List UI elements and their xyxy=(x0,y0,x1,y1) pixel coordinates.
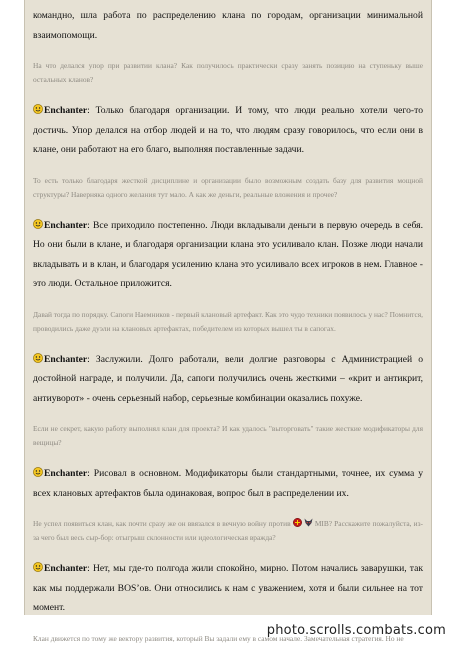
speaker-name: Enchanter xyxy=(44,105,88,116)
smiley-icon xyxy=(33,351,43,361)
intro-paragraph: командно, шла работа по распределению клана по городам, организации минимальной взаимопомощи. xyxy=(33,10,423,41)
answer-2-text: : Все приходило постепенно. Люди вкладывали деньги в первую очередь в себя. Но они были в клане, и благодаря организации клана это усиливало клан. Позже люди начали вкладывать и в клан, и благодаря усилению клана это усиливало всех игроков в нем. Главное - это люди. Остальное приложится. xyxy=(33,219,423,289)
question-5-text-end: MIB? Расскажите пожалуйста, из-за чего был весь сыр-бор: отыгрыш склонности или идеологическая вражда? xyxy=(33,519,423,542)
question-6: Клан движется по тому же вектору развития, который Вы задали ему в самом начале. Замечательная стратегия. Но не xyxy=(33,633,404,643)
question-5-text: Не успел появиться клан, как почти сразу же он ввязался в вечную войну против xyxy=(33,519,291,528)
question-1: На что делался упор при развитии клана? Как получилось практически сразу занять позицию на ступеньку выше остальных кланов? xyxy=(33,61,423,84)
answer-1 xyxy=(33,101,423,160)
question-5 xyxy=(33,517,423,545)
speaker-name: Enchanter xyxy=(44,219,88,231)
smiley-icon xyxy=(33,217,43,227)
speaker-name: Enchanter xyxy=(44,468,88,479)
speaker-name: Enchanter xyxy=(44,353,88,365)
answer-5-text: : Нет, мы где-то полгода жили спокойно, мирно. Потом начались заварушки, так как мы поддержали BOS’ов. Они относились к нам с уважением, хотя и были сильнее на тот момент. xyxy=(33,563,423,613)
answer-1-text: : Только благодаря организации. И тому, что люди реально хотели чего-то достичь. Упор делался на отбор людей и на то, что людям сразу говорилось, что если они в клане, они работают на его благо, выполняя поставленные задачи. xyxy=(33,105,423,155)
question-3: Давай тогда по порядку. Сапоги Наемников - первый клановый артефакт. Как это чудо техники появилось у нас? Помнится, проводились даже дуэли на клановых артефактах, победителем из которых вышел ты в сапогах. xyxy=(33,309,424,333)
answer-4-text: : Рисовал в основном. Модификаторы были стандартными, точнее, их сумма у всех клановых артефактов была одинаковая, вопрос был в распределении их. xyxy=(33,468,423,499)
answer-3 xyxy=(33,350,423,409)
answer-2 xyxy=(33,216,423,294)
question-4: Если не секрет, какую работу выполнял клан для проекта? И как удалось "выторговать" такие жесткие модификаторы для вещицы? xyxy=(33,424,423,447)
smiley-icon xyxy=(33,465,43,475)
smiley-icon xyxy=(33,102,43,112)
demon-icon xyxy=(304,518,313,527)
interview-content xyxy=(33,6,423,646)
answer-5 xyxy=(33,559,423,618)
footer-url: photo.scrolls.combats.com xyxy=(266,623,446,638)
red-sign-icon xyxy=(293,518,302,527)
smiley-icon xyxy=(33,560,43,570)
speaker-name: Enchanter xyxy=(44,563,88,574)
question-2: То есть только благодаря жесткой дисциплине и организации было возможным создать базу для развития мощной структуры? Наверняка одного желания тут мало. А как же деньги, реальные вложения и прочее? xyxy=(33,175,423,199)
answer-3-text: : Заслужили. Долго работали, вели долгие разговоры с Администрацией о достойной награде, и получили. Да, сапоги получились очень жесткими – «крит и антикрит, антиуворот» - очень серьезный набор, серьезные комбинации оказались похуже. xyxy=(33,353,423,404)
answer-4 xyxy=(33,464,423,503)
